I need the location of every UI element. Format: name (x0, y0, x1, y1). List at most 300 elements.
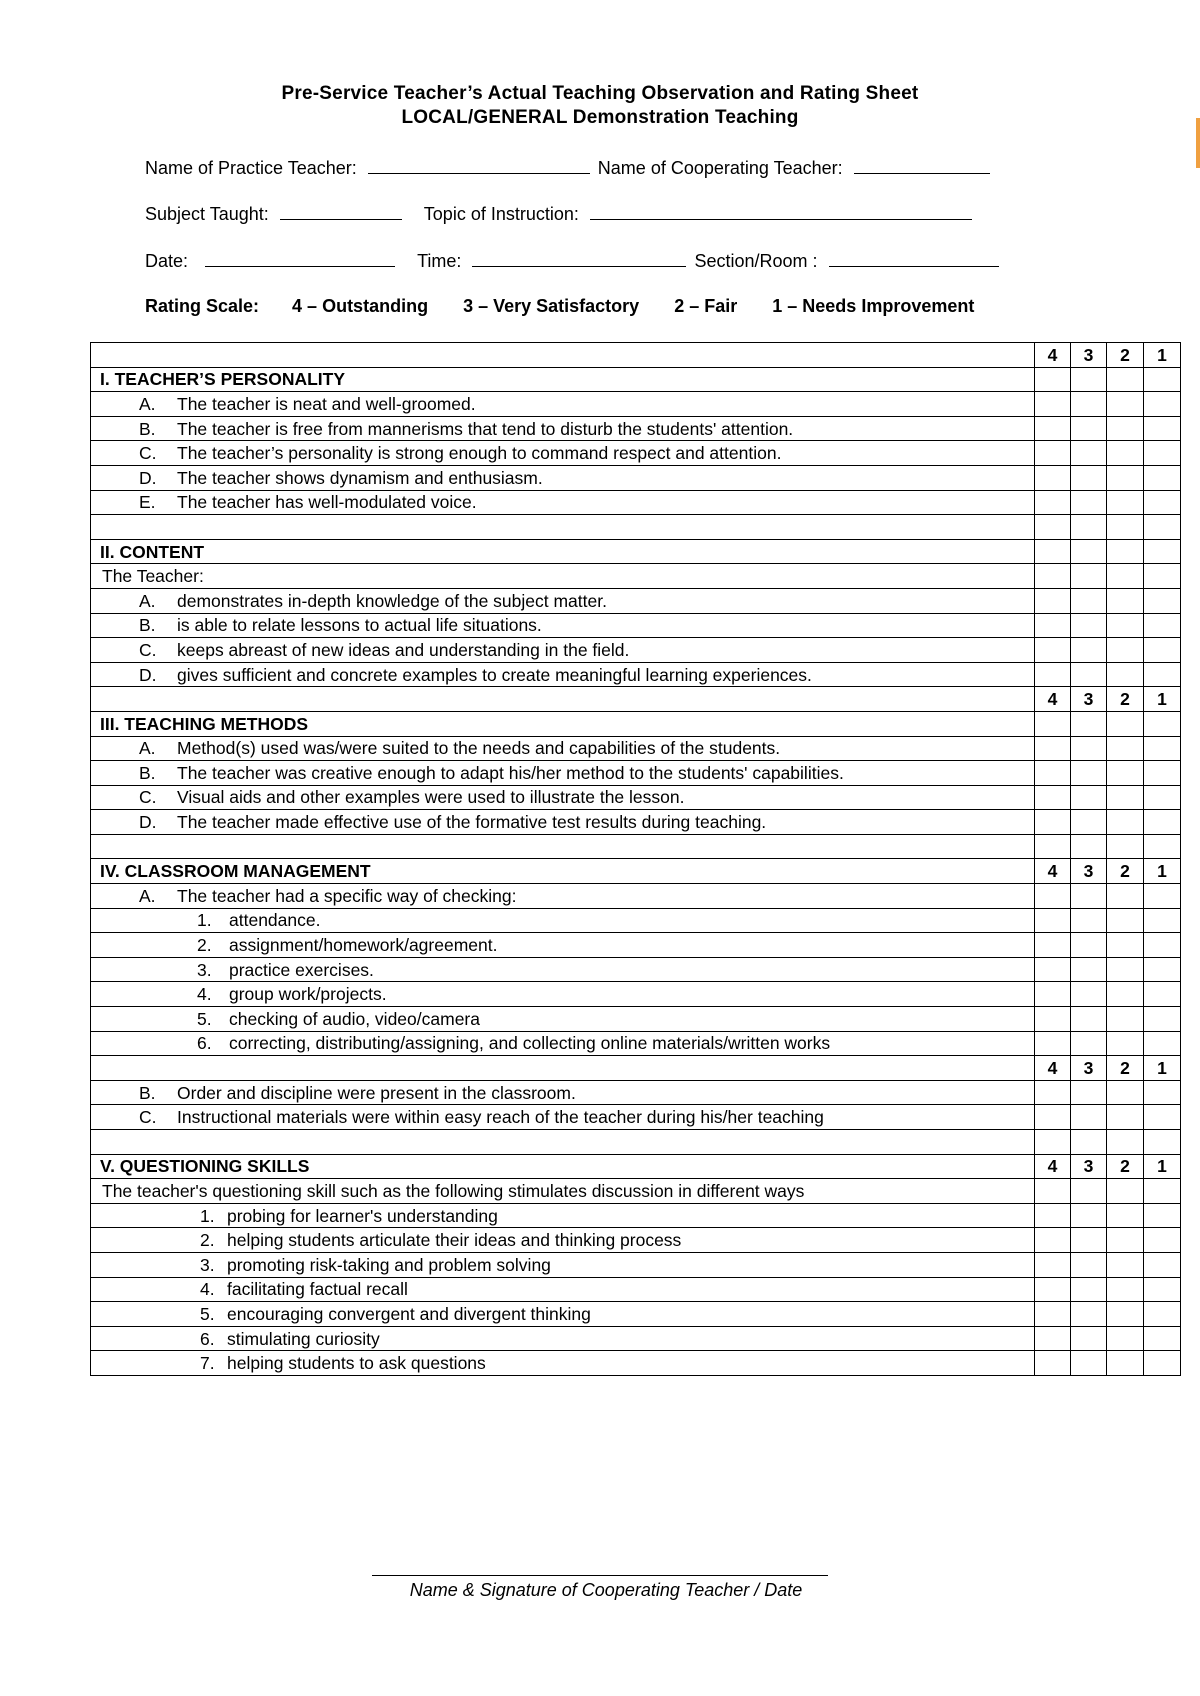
table-row (91, 1252, 1181, 1277)
cooperating-teacher-field[interactable] (854, 156, 990, 174)
rating-cell[interactable] (1035, 588, 1071, 613)
table-row (91, 982, 1181, 1007)
rating-cell[interactable] (1107, 1007, 1144, 1032)
rating-cell[interactable] (1071, 810, 1107, 835)
rating-cell[interactable] (1107, 785, 1144, 810)
rating-cell[interactable] (1144, 1302, 1181, 1327)
criterion-text: Order and discipline were present in the classroom. (177, 1082, 576, 1103)
criterion-text: probing for learner's understanding (227, 1205, 498, 1226)
criterion-text: Method(s) used was/were suited to the needs and capabilities of the students. (177, 738, 781, 759)
subject-field[interactable] (280, 202, 402, 220)
table-row (91, 392, 1181, 417)
rating-cell[interactable] (1071, 1080, 1107, 1105)
criterion-text: gives sufficient and concrete examples to create meaningful learning experiences. (177, 664, 812, 685)
criterion-text: The teacher had a specific way of checking: (177, 885, 517, 906)
rating-cell[interactable] (1107, 613, 1144, 638)
rating-cell[interactable] (1144, 884, 1181, 909)
rating-cell[interactable] (1071, 761, 1107, 786)
rating-cell[interactable] (1071, 1203, 1107, 1228)
rating-cell[interactable] (1107, 761, 1144, 786)
criterion-label: 4. (200, 1279, 215, 1300)
scale-header-4: 4 (1035, 1154, 1071, 1179)
rating-cell (1035, 564, 1071, 589)
table-row (91, 638, 1181, 663)
rating-cell[interactable] (1144, 908, 1181, 933)
signature-block (0, 1555, 1200, 1601)
rating-cell[interactable] (1071, 884, 1107, 909)
criterion-label: 3. (197, 959, 212, 980)
rating-cell (1035, 367, 1071, 392)
rating-cell (1071, 711, 1107, 736)
table-row (91, 1154, 1181, 1179)
criterion-text: The teacher is free from mannerisms that tend to disturb the students' attention. (177, 418, 794, 439)
scale-header-1: 1 (1144, 687, 1181, 712)
rating-cell[interactable] (1035, 957, 1071, 982)
rating-cell (1107, 539, 1144, 564)
criterion-label: 6. (200, 1328, 215, 1349)
document-title: Pre-Service Teacher’s Actual Teaching Observation and Rating Sheet (281, 83, 919, 104)
rating-cell (1035, 1179, 1071, 1204)
rating-cell (1071, 539, 1107, 564)
rating-scale-label: Rating Scale: (145, 296, 260, 316)
criterion-cell (91, 736, 1035, 761)
topic-field[interactable] (590, 202, 972, 220)
rating-scale-legend (145, 296, 1004, 317)
rating-cell[interactable] (1144, 465, 1181, 490)
section-heading: III. TEACHING METHODS (91, 711, 1035, 736)
criterion-text: The teacher has well-modulated voice. (177, 492, 477, 513)
criterion-cell (91, 441, 1035, 466)
rating-cell[interactable] (1107, 490, 1144, 515)
table-row (91, 1228, 1181, 1253)
rating-cell[interactable] (1071, 416, 1107, 441)
rating-cell[interactable] (1071, 441, 1107, 466)
document-header (0, 82, 1200, 130)
rating-cell[interactable] (1107, 1302, 1144, 1327)
rating-cell[interactable] (1144, 1252, 1181, 1277)
criterion-cell (91, 810, 1035, 835)
scale-header-4: 4 (1035, 687, 1071, 712)
rating-cell[interactable] (1107, 416, 1144, 441)
criterion-text: keeps abreast of new ideas and understanding in the field. (177, 639, 630, 660)
rating-cell (1071, 564, 1107, 589)
rating-cell[interactable] (1035, 785, 1071, 810)
time-label: Time: (417, 251, 462, 271)
rating-cell (1035, 834, 1071, 859)
table-row (91, 884, 1181, 909)
criterion-text: Visual aids and other examples were used to illustrate the lesson. (177, 787, 685, 808)
table-row (91, 588, 1181, 613)
rating-cell[interactable] (1035, 1203, 1071, 1228)
rating-cell (1107, 515, 1144, 540)
rating-cell[interactable] (1144, 490, 1181, 515)
rating-cell[interactable] (1071, 1007, 1107, 1032)
rating-cell[interactable] (1035, 613, 1071, 638)
rating-cell[interactable] (1071, 933, 1107, 958)
table-row (91, 1203, 1181, 1228)
table-row (91, 1326, 1181, 1351)
rating-cell[interactable] (1071, 613, 1107, 638)
rating-cell[interactable] (1035, 1105, 1071, 1130)
criterion-cell (91, 884, 1035, 909)
criterion-text: The teacher’s personality is strong enough to command respect and attention. (177, 443, 782, 464)
rating-cell[interactable] (1107, 662, 1144, 687)
rating-cell[interactable] (1071, 662, 1107, 687)
scale-header-3: 3 (1071, 1154, 1107, 1179)
rating-cell[interactable] (1035, 810, 1071, 835)
rating-cell (1144, 367, 1181, 392)
criterion-cell (91, 1228, 1035, 1253)
rating-cell[interactable] (1107, 441, 1144, 466)
table-row (91, 1080, 1181, 1105)
date-label: Date: (145, 251, 189, 271)
criterion-text: stimulating curiosity (227, 1328, 380, 1349)
rating-cell[interactable] (1071, 392, 1107, 417)
table-row (91, 810, 1181, 835)
rating-cell[interactable] (1144, 785, 1181, 810)
scale-header-4: 4 (1035, 343, 1071, 368)
rating-cell[interactable] (1144, 1351, 1181, 1376)
rating-cell[interactable] (1035, 761, 1071, 786)
criterion-label: C. (139, 443, 157, 464)
scale-header-3: 3 (1071, 687, 1107, 712)
criterion-label: A. (139, 738, 156, 759)
rating-cell[interactable] (1144, 613, 1181, 638)
criterion-cell (91, 761, 1035, 786)
rating-cell[interactable] (1071, 957, 1107, 982)
criterion-cell (91, 1080, 1035, 1105)
topic-label: Topic of Instruction: (423, 204, 579, 224)
rating-cell[interactable] (1144, 810, 1181, 835)
rating-cell[interactable] (1144, 957, 1181, 982)
signature-caption: Name & Signature of Cooperating Teacher / Date (409, 1580, 803, 1600)
criterion-text: demonstrates in-depth knowledge of the subject matter. (177, 590, 607, 611)
criterion-cell (91, 613, 1035, 638)
time-field[interactable] (472, 249, 686, 267)
criterion-label: C. (139, 639, 157, 660)
rating-cell[interactable] (1035, 1277, 1071, 1302)
criterion-text: is able to relate lessons to actual life situations. (177, 615, 542, 636)
criterion-text: Instructional materials were within easy reach of the teacher during his/her teaching (177, 1107, 824, 1128)
table-row (91, 539, 1181, 564)
rating-cell[interactable] (1144, 1031, 1181, 1056)
rating-cell[interactable] (1071, 736, 1107, 761)
rating-cell[interactable] (1144, 588, 1181, 613)
rating-cell (1144, 539, 1181, 564)
table-row (91, 1130, 1181, 1155)
rating-cell[interactable] (1035, 416, 1071, 441)
section-heading: V. QUESTIONING SKILLS (91, 1154, 1035, 1179)
table-row (91, 908, 1181, 933)
criterion-text: promoting risk-taking and problem solving (227, 1254, 551, 1275)
rating-cell (1144, 564, 1181, 589)
blank-cell (91, 1056, 1035, 1081)
rating-cell[interactable] (1107, 1080, 1144, 1105)
rating-cell[interactable] (1035, 1351, 1071, 1376)
rating-cell[interactable] (1144, 1203, 1181, 1228)
rating-cell (1035, 539, 1071, 564)
criterion-label: 5. (197, 1008, 212, 1029)
section-room-label: Section/Room : (694, 251, 818, 271)
rating-cell[interactable] (1071, 982, 1107, 1007)
rating-cell[interactable] (1071, 785, 1107, 810)
rating-cell[interactable] (1071, 908, 1107, 933)
rating-cell (1107, 564, 1144, 589)
criterion-text: helping students articulate their ideas and thinking process (227, 1230, 682, 1251)
rating-cell[interactable] (1071, 1252, 1107, 1277)
rating-cell[interactable] (1071, 638, 1107, 663)
rating-cell[interactable] (1107, 588, 1144, 613)
criterion-label: A. (139, 590, 156, 611)
cooperating-teacher-label: Name of Cooperating Teacher: (597, 158, 843, 178)
practice-teacher-field[interactable] (368, 156, 590, 174)
rating-cell[interactable] (1144, 982, 1181, 1007)
rating-cell[interactable] (1071, 1031, 1107, 1056)
rating-cell[interactable] (1035, 884, 1071, 909)
practice-teacher-label: Name of Practice Teacher: (145, 158, 357, 178)
rating-cell[interactable] (1035, 1007, 1071, 1032)
criterion-label: 4. (197, 984, 212, 1005)
scale-header-2: 2 (1107, 859, 1144, 884)
rating-cell[interactable] (1107, 1228, 1144, 1253)
scale-needs-improvement: 1 – Needs Improvement (772, 296, 975, 316)
rating-cell[interactable] (1107, 1351, 1144, 1376)
rating-cell[interactable] (1071, 490, 1107, 515)
subject-label: Subject Taught: (145, 204, 269, 224)
table-row (91, 1277, 1181, 1302)
table-row (91, 441, 1181, 466)
table-row (91, 761, 1181, 786)
rating-cell[interactable] (1107, 908, 1144, 933)
rating-cell (1144, 515, 1181, 540)
rating-cell[interactable] (1144, 736, 1181, 761)
rating-cell (1144, 834, 1181, 859)
rating-cell (1107, 1130, 1144, 1155)
section-room-field[interactable] (829, 249, 999, 267)
rating-cell[interactable] (1107, 392, 1144, 417)
table-row (91, 933, 1181, 958)
table-row (91, 1105, 1181, 1130)
rating-cell (1144, 1130, 1181, 1155)
scale-header-2: 2 (1107, 1154, 1144, 1179)
rating-cell[interactable] (1035, 1252, 1071, 1277)
rating-cell (1071, 515, 1107, 540)
rating-cell[interactable] (1144, 1080, 1181, 1105)
rating-cell[interactable] (1035, 392, 1071, 417)
rating-cell[interactable] (1144, 1277, 1181, 1302)
criterion-cell (91, 1203, 1035, 1228)
criterion-text: The teacher was creative enough to adapt his/her method to the students' capabilities. (177, 762, 844, 783)
rating-cell[interactable] (1035, 982, 1071, 1007)
rating-cell[interactable] (1144, 933, 1181, 958)
table-row (91, 1302, 1181, 1327)
criterion-cell (91, 785, 1035, 810)
criterion-text: correcting, distributing/assigning, and collecting online materials/written works (229, 1033, 831, 1054)
rating-cell[interactable] (1144, 1326, 1181, 1351)
scale-header-2: 2 (1107, 1056, 1144, 1081)
rating-cell[interactable] (1107, 884, 1144, 909)
rating-cell[interactable] (1107, 465, 1144, 490)
criterion-label: C. (139, 1107, 157, 1128)
rating-cell[interactable] (1035, 490, 1071, 515)
section-heading: IV. CLASSROOM MANAGEMENT (91, 859, 1035, 884)
table-row (91, 785, 1181, 810)
rating-cell[interactable] (1035, 1302, 1071, 1327)
rating-cell (1107, 711, 1144, 736)
table-row (91, 1007, 1181, 1032)
criterion-cell (91, 638, 1035, 663)
criterion-cell (91, 957, 1035, 982)
rating-cell (1144, 711, 1181, 736)
table-row (91, 1351, 1181, 1376)
criterion-label: D. (139, 467, 157, 488)
criterion-cell (91, 588, 1035, 613)
criterion-label: 1. (197, 910, 212, 931)
rating-cell[interactable] (1035, 662, 1071, 687)
rating-cell[interactable] (1035, 1031, 1071, 1056)
rating-cell[interactable] (1071, 1228, 1107, 1253)
rating-cell[interactable] (1144, 638, 1181, 663)
rating-cell[interactable] (1035, 1228, 1071, 1253)
rating-cell[interactable] (1071, 588, 1107, 613)
criterion-label: 6. (197, 1033, 212, 1054)
rating-cell[interactable] (1071, 1302, 1107, 1327)
rating-cell[interactable] (1071, 1326, 1107, 1351)
rating-cell[interactable] (1107, 982, 1144, 1007)
table-row (91, 1179, 1181, 1204)
rating-cell[interactable] (1144, 416, 1181, 441)
criterion-text: The teacher is neat and well-groomed. (177, 393, 476, 414)
criterion-cell (91, 1252, 1035, 1277)
rating-cell[interactable] (1144, 1007, 1181, 1032)
rating-cell[interactable] (1144, 662, 1181, 687)
criterion-text: helping students to ask questions (227, 1353, 486, 1374)
table-row (91, 490, 1181, 515)
table-row (91, 1031, 1181, 1056)
rating-cell[interactable] (1071, 1105, 1107, 1130)
rating-cell[interactable] (1035, 908, 1071, 933)
criterion-label: B. (139, 762, 156, 783)
date-time-row (145, 249, 999, 272)
rating-cell[interactable] (1144, 392, 1181, 417)
criterion-cell (91, 933, 1035, 958)
rating-cell (1035, 711, 1071, 736)
scale-header-3: 3 (1071, 859, 1107, 884)
criterion-cell (91, 662, 1035, 687)
rating-cell[interactable] (1107, 933, 1144, 958)
table-row (91, 736, 1181, 761)
document-subtitle: LOCAL/GENERAL Demonstration Teaching (401, 107, 799, 128)
criterion-text: facilitating factual recall (227, 1279, 408, 1300)
scale-header-4: 4 (1035, 859, 1071, 884)
rating-table (90, 342, 1181, 1376)
rating-cell[interactable] (1144, 1105, 1181, 1130)
scale-outstanding: 4 – Outstanding (292, 296, 429, 316)
criterion-label: C. (139, 787, 157, 808)
rating-cell[interactable] (1144, 441, 1181, 466)
criterion-label: A. (139, 885, 156, 906)
rating-cell[interactable] (1071, 465, 1107, 490)
criterion-label: B. (139, 418, 156, 439)
criterion-label: 2. (200, 1230, 215, 1251)
rating-cell (1035, 515, 1071, 540)
rating-cell[interactable] (1107, 1105, 1144, 1130)
criterion-cell (91, 1302, 1035, 1327)
criterion-cell (91, 1031, 1035, 1056)
rating-cell[interactable] (1107, 1326, 1144, 1351)
scale-header-2: 2 (1107, 343, 1144, 368)
rating-cell (1144, 1179, 1181, 1204)
scale-header-1: 1 (1144, 859, 1181, 884)
blank-cell (91, 1130, 1035, 1155)
table-row (91, 711, 1181, 736)
rating-cell (1071, 1130, 1107, 1155)
criterion-label: 2. (197, 935, 212, 956)
scale-header-1: 1 (1144, 1154, 1181, 1179)
criterion-label: 1. (200, 1205, 215, 1226)
rating-cell[interactable] (1035, 1326, 1071, 1351)
rating-cell[interactable] (1107, 810, 1144, 835)
scale-fair: 2 – Fair (674, 296, 738, 316)
criterion-label: 3. (200, 1254, 215, 1275)
rating-cell[interactable] (1107, 1277, 1144, 1302)
table-row (91, 957, 1181, 982)
rating-cell[interactable] (1144, 1228, 1181, 1253)
rating-cell[interactable] (1071, 1277, 1107, 1302)
criterion-text: The teacher made effective use of the formative test results during teaching. (177, 812, 767, 833)
rating-cell[interactable] (1107, 1031, 1144, 1056)
rating-cell[interactable] (1035, 465, 1071, 490)
criterion-label: E. (139, 492, 156, 513)
criterion-cell (91, 1007, 1035, 1032)
rating-cell[interactable] (1035, 933, 1071, 958)
rating-cell[interactable] (1107, 1203, 1144, 1228)
rating-cell[interactable] (1107, 736, 1144, 761)
criterion-cell (91, 1351, 1035, 1376)
signature-line[interactable] (372, 1555, 828, 1576)
table-row (91, 367, 1181, 392)
scale-header-3: 3 (1071, 343, 1107, 368)
blank-cell (91, 834, 1035, 859)
scale-header-4: 4 (1035, 1056, 1071, 1081)
table-row (91, 1056, 1181, 1081)
rating-cell (1035, 1130, 1071, 1155)
criterion-label: 5. (200, 1303, 215, 1324)
rating-cell[interactable] (1071, 1351, 1107, 1376)
scale-header-2: 2 (1107, 687, 1144, 712)
table-row (91, 515, 1181, 540)
scale-header-1: 1 (1144, 343, 1181, 368)
criterion-text: The teacher shows dynamism and enthusiasm. (177, 467, 543, 488)
rating-cell[interactable] (1035, 736, 1071, 761)
criterion-label: A. (139, 393, 156, 414)
rating-cell[interactable] (1107, 957, 1144, 982)
rating-cell (1071, 1179, 1107, 1204)
rating-cell[interactable] (1144, 761, 1181, 786)
blank-cell (91, 687, 1035, 712)
section-heading: II. CONTENT (91, 539, 1035, 564)
rating-cell[interactable] (1035, 1080, 1071, 1105)
rating-cell (1107, 834, 1144, 859)
rating-cell[interactable] (1107, 1252, 1144, 1277)
rating-cell (1107, 367, 1144, 392)
date-field[interactable] (205, 249, 395, 267)
criteria-intro: The Teacher: (91, 564, 1035, 589)
rating-cell[interactable] (1035, 441, 1071, 466)
rating-cell[interactable] (1035, 638, 1071, 663)
scale-header-1: 1 (1144, 1056, 1181, 1081)
rating-cell[interactable] (1107, 638, 1144, 663)
